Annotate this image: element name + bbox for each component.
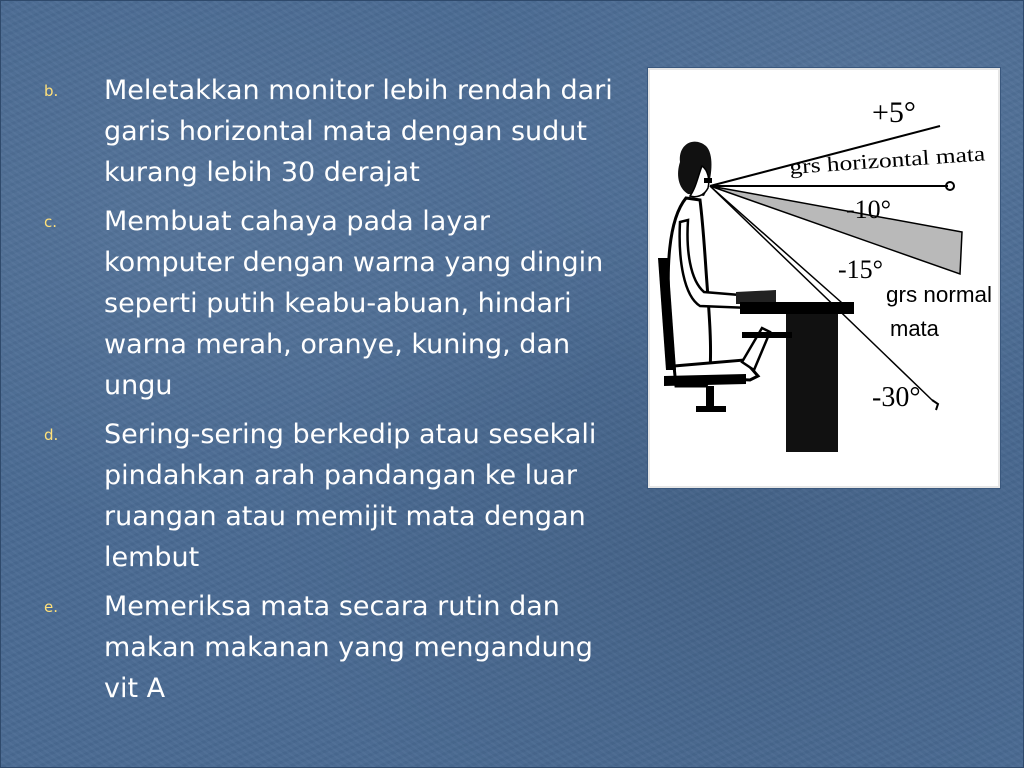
minus30-line-end	[932, 400, 938, 410]
label-minus15: -15°	[838, 255, 884, 284]
desk-leg	[786, 314, 838, 452]
viewing-cone	[710, 186, 962, 274]
desk-top	[740, 302, 854, 314]
label-normal-line1: grs normal	[886, 282, 992, 307]
bullet-text: Sering-sering berkedip atau sesekali pindahkan arah pandangan ke luar ruangan atau memijit mata dengan lembut	[104, 419, 597, 573]
label-plus5: +5°	[872, 96, 916, 129]
bullet-item-d	[44, 414, 624, 578]
keyboard-icon	[736, 290, 776, 304]
desk-shelf	[742, 332, 792, 338]
chair-post	[706, 386, 714, 406]
bullet-text: Memeriksa mata secara rutin dan makan makanan yang mengandung vit A	[104, 591, 593, 704]
bullet-marker: c.	[44, 213, 58, 231]
ergonomic-diagram	[650, 70, 998, 486]
bullet-marker: d.	[44, 426, 59, 444]
glasses-icon	[704, 178, 712, 183]
label-minus30: -30°	[872, 382, 921, 413]
bullet-text: Membuat cahaya pada layar komputer dengan warna yang dingin seperti putih keabu-abuan, hindari warna merah, oranye, kuning, dan ungu	[104, 206, 604, 401]
label-horizontal: grs horizontal mata	[788, 143, 953, 179]
label-minus10: -10°	[846, 195, 892, 224]
bullet-marker: b.	[44, 82, 59, 100]
bullet-text: Meletakkan monitor lebih rendah dari garis horizontal mata dengan sudut kurang lebih 30 derajat	[104, 75, 613, 188]
bullet-marker: e.	[44, 598, 58, 616]
bullet-list	[44, 70, 624, 717]
chair-base	[696, 406, 726, 412]
bullet-item-b	[44, 70, 624, 193]
bullet-item-e	[44, 586, 624, 709]
label-normal-line2: mata	[890, 316, 939, 341]
bullet-item-c	[44, 201, 624, 406]
chair-seat	[664, 374, 746, 386]
ergonomic-figure	[648, 68, 1000, 488]
